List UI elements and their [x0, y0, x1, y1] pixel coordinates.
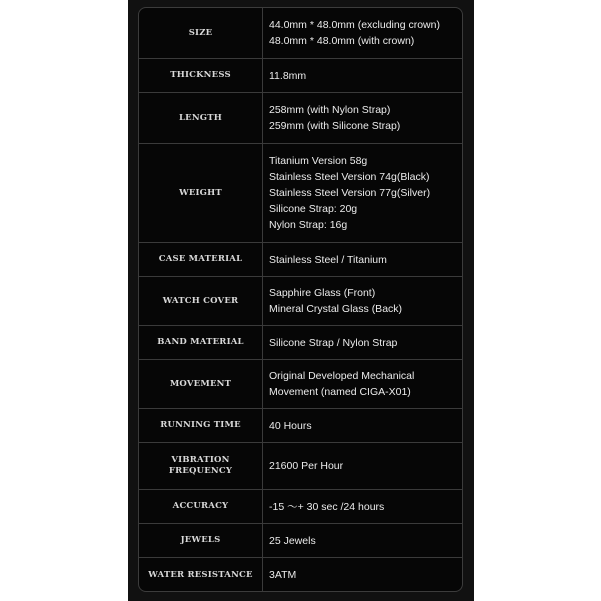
spec-value-line: 259mm (with Silicone Strap) [269, 120, 401, 132]
spec-value-line: Sapphire Glass (Front) [269, 287, 376, 299]
spec-value-line: Nylon Strap: 16g [269, 219, 348, 231]
spec-row-movement [139, 360, 462, 409]
spec-row-band-material [139, 326, 462, 360]
spec-value-line: Stainless Steel / Titanium [269, 253, 387, 266]
spec-row-thickness [139, 59, 462, 93]
spec-value-line: -15 ～+ 30 sec /24 hours [269, 500, 385, 513]
spec-label: RUNNING TIME [139, 409, 263, 442]
spec-value-line: 3ATM [269, 569, 297, 581]
spec-value [263, 285, 462, 317]
spec-row-running-time [139, 409, 462, 443]
spec-value [263, 335, 462, 351]
spec-value-line: 44.0mm * 48.0mm (excluding crown) [269, 19, 440, 31]
spec-value-line: Movement (named CIGA-X01) [269, 386, 411, 398]
spec-label: MOVEMENT [139, 360, 263, 408]
spec-label: BAND MATERIAL [139, 326, 263, 359]
spec-value [263, 533, 462, 549]
spec-row-weight [139, 144, 462, 243]
spec-label: LENGTH [139, 93, 263, 143]
spec-row-size [139, 8, 462, 59]
spec-row-vibration-frequency [139, 443, 462, 490]
spec-value [263, 418, 462, 434]
spec-table [138, 7, 463, 592]
spec-row-water-resistance [139, 558, 462, 592]
spec-label: ACCURACY [139, 490, 263, 523]
spec-row-length [139, 93, 462, 144]
spec-label: WEIGHT [139, 144, 263, 242]
spec-value [263, 153, 462, 233]
spec-value [263, 102, 462, 134]
spec-value [263, 68, 462, 84]
spec-value-line: 21600 Per Hour [269, 460, 344, 472]
spec-value-line: Stainless Steel Version 74g(Black) [269, 171, 430, 183]
spec-value-line: Mineral Crystal Glass (Back) [269, 303, 403, 315]
spec-row-watch-cover [139, 277, 462, 326]
spec-label: WATCH COVER [139, 277, 263, 325]
spec-label: VIBRATION FREQUENCY [139, 443, 263, 489]
spec-value-line: 11.8mm [269, 69, 307, 82]
spec-label: WATER RESISTANCE [139, 558, 263, 592]
spec-label: THICKNESS [139, 59, 263, 92]
spec-value-line: 40 Hours [269, 419, 312, 432]
spec-value-line: 48.0mm * 48.0mm (with crown) [269, 35, 415, 47]
spec-value [263, 499, 462, 515]
spec-row-accuracy [139, 490, 462, 524]
spec-row-case-material [139, 243, 462, 277]
spec-value [263, 368, 462, 400]
spec-value-line: Original Developed Mechanical [269, 370, 415, 382]
spec-value [263, 567, 462, 583]
spec-label: CASE MATERIAL [139, 243, 263, 276]
spec-value-line: Titanium Version 58g [269, 155, 368, 167]
spec-value-line: Silicone Strap / Nylon Strap [269, 336, 398, 349]
spec-value [263, 17, 462, 49]
spec-value-line: Stainless Steel Version 77g(Silver) [269, 187, 431, 199]
spec-value-line: 258mm (with Nylon Strap) [269, 104, 391, 116]
spec-row-jewels [139, 524, 462, 558]
spec-label: JEWELS [139, 524, 263, 557]
spec-value-line: Silicone Strap: 20g [269, 203, 358, 215]
spec-value [263, 252, 462, 268]
spec-value [263, 458, 462, 474]
spec-label: SIZE [139, 8, 263, 58]
spec-value-line: 25 Jewels [269, 534, 316, 547]
